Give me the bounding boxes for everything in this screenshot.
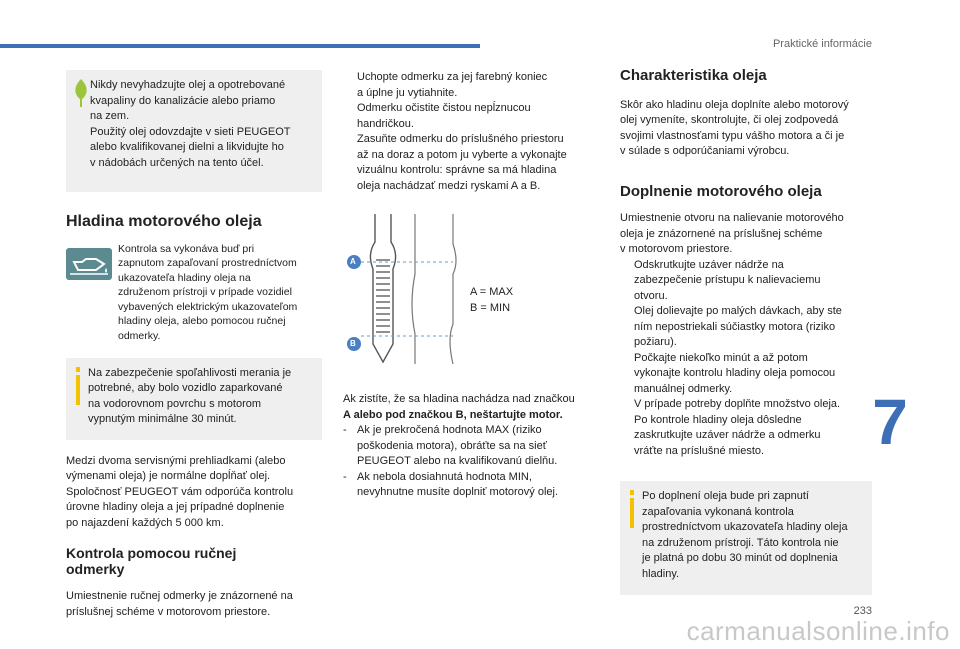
list-item: Olej dolievajte po malých dávkach, aby ste ním nepostriekali súčiastky motora (riziko požiaru).: [634, 305, 842, 348]
watermark: carmanualsonline.info: [686, 616, 950, 646]
list-item: Odmerku očistite čistou nepĺznucou handričkou.: [357, 102, 531, 130]
column-2-lower: [343, 392, 605, 501]
legend-max: A = MAX: [470, 286, 514, 298]
dipstick-steps: [343, 70, 605, 194]
dipstick-illustration: [343, 214, 473, 364]
level-warning: Ak zistíte, že sa hladina nachádza nad značkou A alebo pod značkou B, neštartujte motor.: [343, 393, 575, 421]
oil-refill-text: Umiestnenie otvoru na nalievanie motorového oleja je znázornené na príslušnej schéme v motorovom priestore.: [620, 212, 844, 255]
section-heading: Hladina motorového oleja: [66, 213, 262, 230]
list-item: Po kontrole hladiny oleja dôsledne zaskrutkujte uzáver nádrže a odmerku vráťte na príslušné miesto.: [634, 413, 821, 457]
oil-characteristics-text: Skôr ako hladinu oleja doplníte alebo motorový olej vymeníte, skontrolujte, či olej zodpovedá svojimi vlastnosťami typu vášho motora a či je v súlade s odporúčaniami výrobcu.: [620, 98, 849, 157]
list-item: - Ak nebola dosiahnutá hodnota MIN, nevyhnutne musíte doplniť motorový olej.: [343, 470, 559, 498]
maintenance-paragraph: Medzi dvoma servisnými prehliadkami (alebo výmenami oleja) je normálne dopĺňať olej. Spoločnosť PEUGEOT vám odporúča kontrolu úrovne hladiny oleja a jej prípadné doplnenie po najazdení každých 5 000 km.: [66, 454, 294, 529]
subsection-heading: Kontrola pomocou ručnej odmerky: [66, 545, 237, 577]
oil-characteristics-heading: Charakteristika oleja: [620, 67, 767, 84]
info-icon: [628, 490, 636, 528]
dipstick-figure: [343, 214, 523, 374]
list-item: V prípade potreby doplňte množstvo oleja.: [634, 398, 841, 410]
refill-steps: [620, 258, 872, 460]
legend-min: B = MIN: [470, 302, 511, 314]
environment-note-text: Nikdy nevyhadzujte olej a opotrebované kvapaliny do kanalizácie alebo priamo na zem. Použitý olej odovzdajte v sieti PEUGEOT alebo kvalifikovanej dielni a likvidujte ho v nádobách určených na tento účel.: [90, 79, 291, 169]
dash-list: [343, 423, 605, 501]
list-item: Počkajte niekoľko minút a až potom vykonajte kontrolu hladiny oleja pomocou manuálnej odmerky.: [634, 351, 836, 395]
chapter-number: 7: [872, 386, 908, 458]
column-3: [620, 68, 872, 595]
info-note: Na zabezpečenie spoľahlivosti merania je potrebné, aby bolo vozidlo zaparkované na vodorovnom povrchu s motorom vypnutým minimálne 30 minút.: [66, 358, 322, 440]
list-item: Zasuňte odmerku do príslušného priestoru až na doraz a potom ju vyberte a vykonajte vizuálnu kontrolu: správne sa má hladina oleja nachádzať medzi ryskami A a B.: [357, 133, 567, 192]
marker-b: B: [350, 339, 356, 348]
oil-refill-heading: Doplnenie motorového oleja: [620, 182, 822, 200]
header-accent-bar: [0, 44, 480, 48]
page-number: 233: [853, 605, 872, 617]
list-item: Odskrutkujte uzáver nádrže na zabezpečenie prístupu k nalievaciemu otvoru.: [634, 258, 821, 302]
info-icon: [74, 367, 82, 405]
oil-indicator-block: Kontrola sa vykonáva buď pri zapnutom zapaľovaní prostredníctvom ukazovateľa hladiny oleja na združenom prístroji v prípade vozidiel vybavených elektrickým ukazovateľom hladiny oleja, alebo pomocou ručnej odmerky.: [66, 242, 322, 348]
section-title: Praktické informácie: [772, 38, 872, 50]
column-2: [343, 70, 605, 194]
list-item: Uchopte odmerku za jej farebný koniec a úplne ju vytiahnite.: [357, 71, 548, 99]
column-1: [66, 70, 322, 620]
marker-a: A: [350, 257, 356, 266]
leaf-icon: [72, 78, 90, 114]
refill-info-note: Po doplnení oleja bude pri zapnutí zapaľovania vykonaná kontrola prostredníctvom ukazovateľa hladiny oleja na združenom prístroji. Táto kontrola nie je platná po dobu 30 minút od doplnenia hladiny.: [620, 481, 872, 595]
environment-note: [66, 70, 322, 192]
list-item: - Ak je prekročená hodnota MAX (riziko poškodenia motora), obráťte sa na sieť PEUGEOT alebo na kvalifikovanú dielňu.: [343, 424, 558, 467]
oil-level-icon: [66, 248, 112, 280]
dipstick-location-paragraph: Umiestnenie ručnej odmerky je znázornené na príslušnej schéme v motorovom priestore.: [66, 590, 293, 618]
